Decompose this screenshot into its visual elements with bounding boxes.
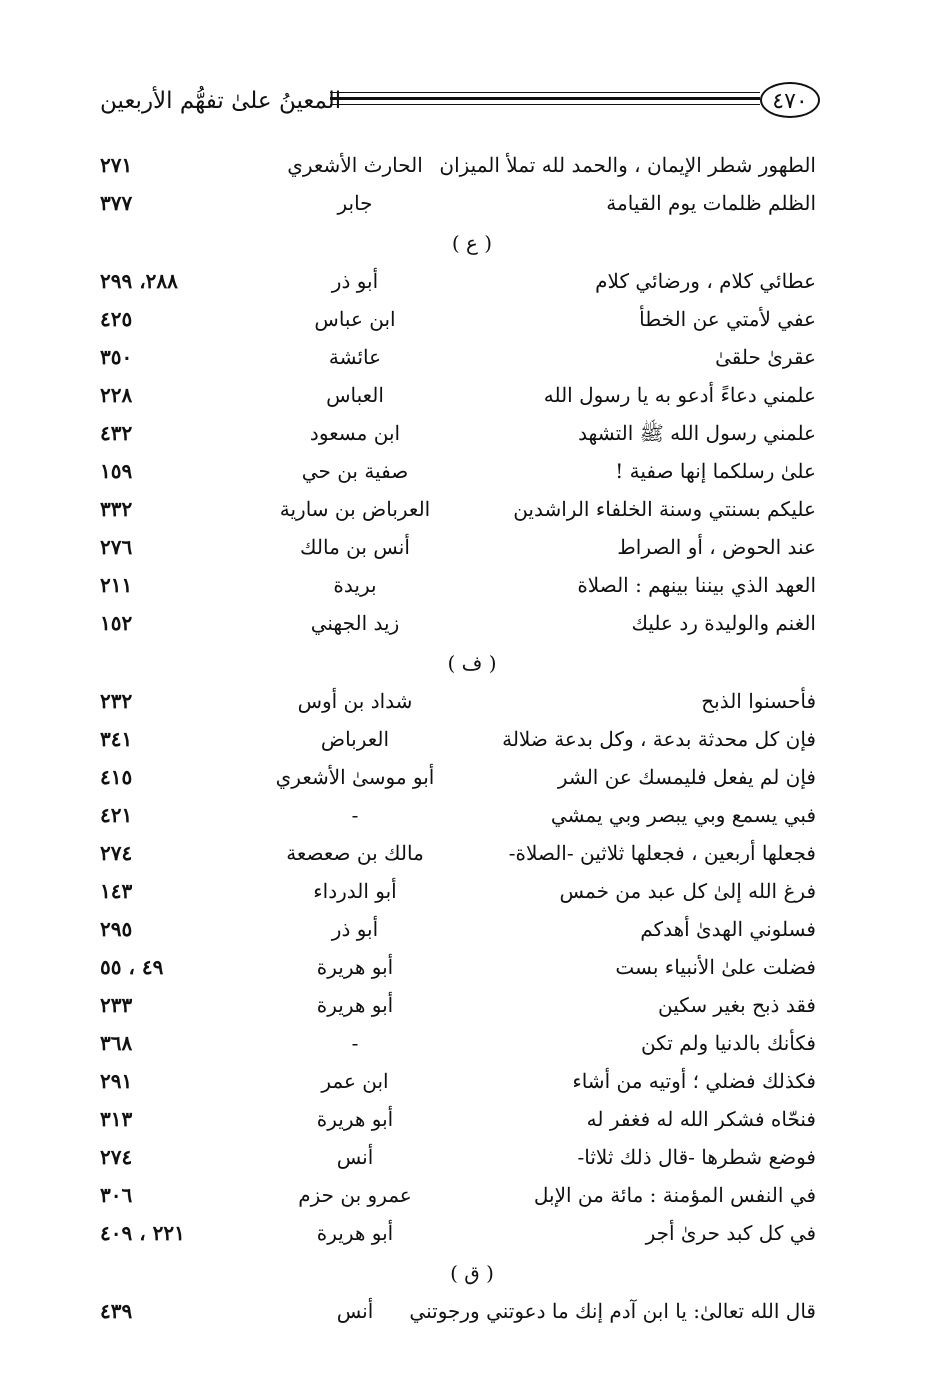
index-row [0,1100,944,1138]
index-row [0,910,944,948]
page-ref: ٢٢٨ [100,383,133,407]
index-row [0,376,944,414]
index-row [0,948,944,986]
page-ref: ٤٩ ، ٥٥ [100,955,164,979]
index-row [0,682,944,720]
narrator: عائشة [328,345,382,369]
index-row [0,834,944,872]
index-row [0,758,944,796]
narrator: - [351,803,359,827]
page-ref: ٣٠٦ [100,1183,133,1207]
section-heading-qaf: ( ق ) [450,1261,494,1285]
book-title: المعينُ علىٰ تفهُّم الأربعين [100,88,342,114]
page-ref: ٢٩١ [100,1069,133,1093]
index-row [0,604,944,642]
hadith-text: عليكم بسنتي وسنة الخلفاء الراشدين [513,497,816,521]
hadith-text: علمني دعاءً أدعو به يا رسول الله [543,383,816,407]
hadith-text: الظلم ظلمات يوم القيامة [606,191,816,215]
index-row [0,720,944,758]
narrator: شداد بن أوس [297,689,413,713]
page-ref: ٣٤١ [100,727,133,751]
hadith-text: عطائي كلام ، ورضائي كلام [595,269,816,293]
index-row [0,414,944,452]
page-ref: ٢٩٥ [100,917,133,941]
narrator: ابن عباس [314,307,396,331]
narrator: أبو ذر [331,269,379,293]
hadith-text: فضلت علىٰ الأنبياء بست [615,955,816,979]
page-ref: ٢٣٢ [100,689,133,713]
page-ref: ٣٧٧ [100,191,133,215]
index-row [0,1024,944,1062]
page-ref: ٣٣٢ [100,497,133,521]
narrator: أنس بن مالك [300,535,410,559]
index-row [0,1176,944,1214]
narrator: العباس [326,383,384,407]
index-row [0,1062,944,1100]
hadith-text: فوضع شطرها -قال ذلك ثلاثا- [577,1145,816,1169]
index-row [0,1214,944,1252]
narrator: أبو هريرة [316,993,394,1017]
page-ref: ٣٥٠ [100,345,133,369]
index-row [0,300,944,338]
section-heading-ain: ( ع ) [451,231,493,255]
page-ref: ٢٧٤ [100,1145,133,1169]
hadith-text: فجعلها أربعين ، فجعلها ثلاثين -الصلاة- [508,841,816,865]
hadith-text: في النفس المؤمنة : مائة من الإبل [533,1183,816,1207]
index-row [0,796,944,834]
narrator: أبو هريرة [316,1221,394,1245]
page-ref: ٢١١ [100,573,133,597]
narrator: أبو موسىٰ الأشعري [275,765,435,789]
hadith-text: فكذلك فضلي ؛ أوتيه من أشاء [572,1069,816,1093]
narrator: زيد الجهني [310,611,400,635]
section-heading-fa: ( ف ) [447,651,497,675]
page-number: ٤٧٠ [760,82,820,118]
narrator: أبو ذر [331,917,379,941]
page-ref: ٣١٣ [100,1107,133,1131]
narrator: أنس [336,1145,374,1169]
index-row [0,566,944,604]
page-ref: ٤٣٢ [100,421,133,445]
narrator: أنس [336,1299,374,1323]
narrator: ابن مسعود [309,421,401,445]
page-ref: ٤٢١ [100,803,133,827]
page-ref: ١٥٢ [100,611,133,635]
hadith-text: فكأنك بالدنيا ولم تكن [640,1031,816,1055]
narrator: عمرو بن حزم [298,1183,412,1207]
index-row [0,528,944,566]
narrator: - [351,1031,359,1055]
page-ref: ٤١٥ [100,765,133,789]
index-row [0,146,944,184]
hadith-text: الغنم والوليدة رد عليك [631,611,816,635]
index-row [0,1138,944,1176]
hadith-text: فإن لم يفعل فليمسك عن الشر [557,765,816,789]
hadith-text: عند الحوض ، أو الصراط [617,535,816,559]
page-ref: ٢٨٨، ٢٩٩ [100,269,178,293]
hadith-text: فأحسنوا الذبح [701,689,816,713]
hadith-text: الطهور شطر الإيمان ، والحمد لله تملأ الميزان [439,153,816,177]
narrator: أبو الدرداء [313,879,397,903]
index-row [0,262,944,300]
page-ref: ٤٢٥ [100,307,133,331]
hadith-text: فإن كل محدثة بدعة ، وكل بدعة ضلالة [502,727,816,751]
page-ref: ٣٦٨ [100,1031,133,1055]
page-ref: ٢٣٣ [100,993,133,1017]
narrator: العرباض [320,727,390,751]
index-row [0,338,944,376]
page-ref: ٢٧٤ [100,841,133,865]
narrator: ابن عمر [321,1069,389,1093]
index-row [0,452,944,490]
page-ref: ٢٧٦ [100,535,133,559]
index-row [0,986,944,1024]
hadith-text: علىٰ رسلكما إنها صفية ! [615,459,816,483]
narrator: بريدة [333,573,377,597]
index-row [0,872,944,910]
hadith-text: عفي لأمتي عن الخطأ [639,307,816,331]
narrator: الحارث الأشعري [287,153,423,177]
hadith-text: فرغ الله إلىٰ كل عبد من خمس [559,879,816,903]
hadith-text: في كل كبد حرىٰ أجر [645,1221,816,1245]
hadith-text: فبي يسمع وبي يبصر وبي يمشي [550,803,816,827]
hadith-text: عقرىٰ حلقىٰ [715,345,816,369]
narrator: العرباض بن سارية [279,497,431,521]
narrator: مالك بن صعصعة [286,841,424,865]
index-row [0,184,944,222]
narrator: أبو هريرة [316,1107,394,1131]
hadith-text: فنحّاه فشكر الله له فغفر له [586,1107,816,1131]
index-row [0,1292,944,1330]
page-ref: ٢٢١ ، ٤٠٩ [100,1221,185,1245]
page-ref: ١٥٩ [100,459,133,483]
hadith-text: فقد ذبح بغير سكين [658,993,816,1017]
page-ref: ١٤٣ [100,879,133,903]
narrator: أبو هريرة [316,955,394,979]
hadith-text: العهد الذي بيننا بينهم : الصلاة [577,573,816,597]
narrator: صفية بن حي [301,459,409,483]
hadith-text: فسلوني الهدىٰ أهدكم [640,917,816,941]
page-ref: ٢٧١ [100,153,133,177]
page-ref: ٤٣٩ [100,1299,133,1323]
narrator: جابر [337,191,373,215]
index-row [0,490,944,528]
hadith-text: علمني رسول الله ﷺ التشهد [578,421,816,445]
hadith-text: قال الله تعالىٰ: يا ابن آدم إنك ما دعوتني ورجوتني [409,1299,816,1323]
